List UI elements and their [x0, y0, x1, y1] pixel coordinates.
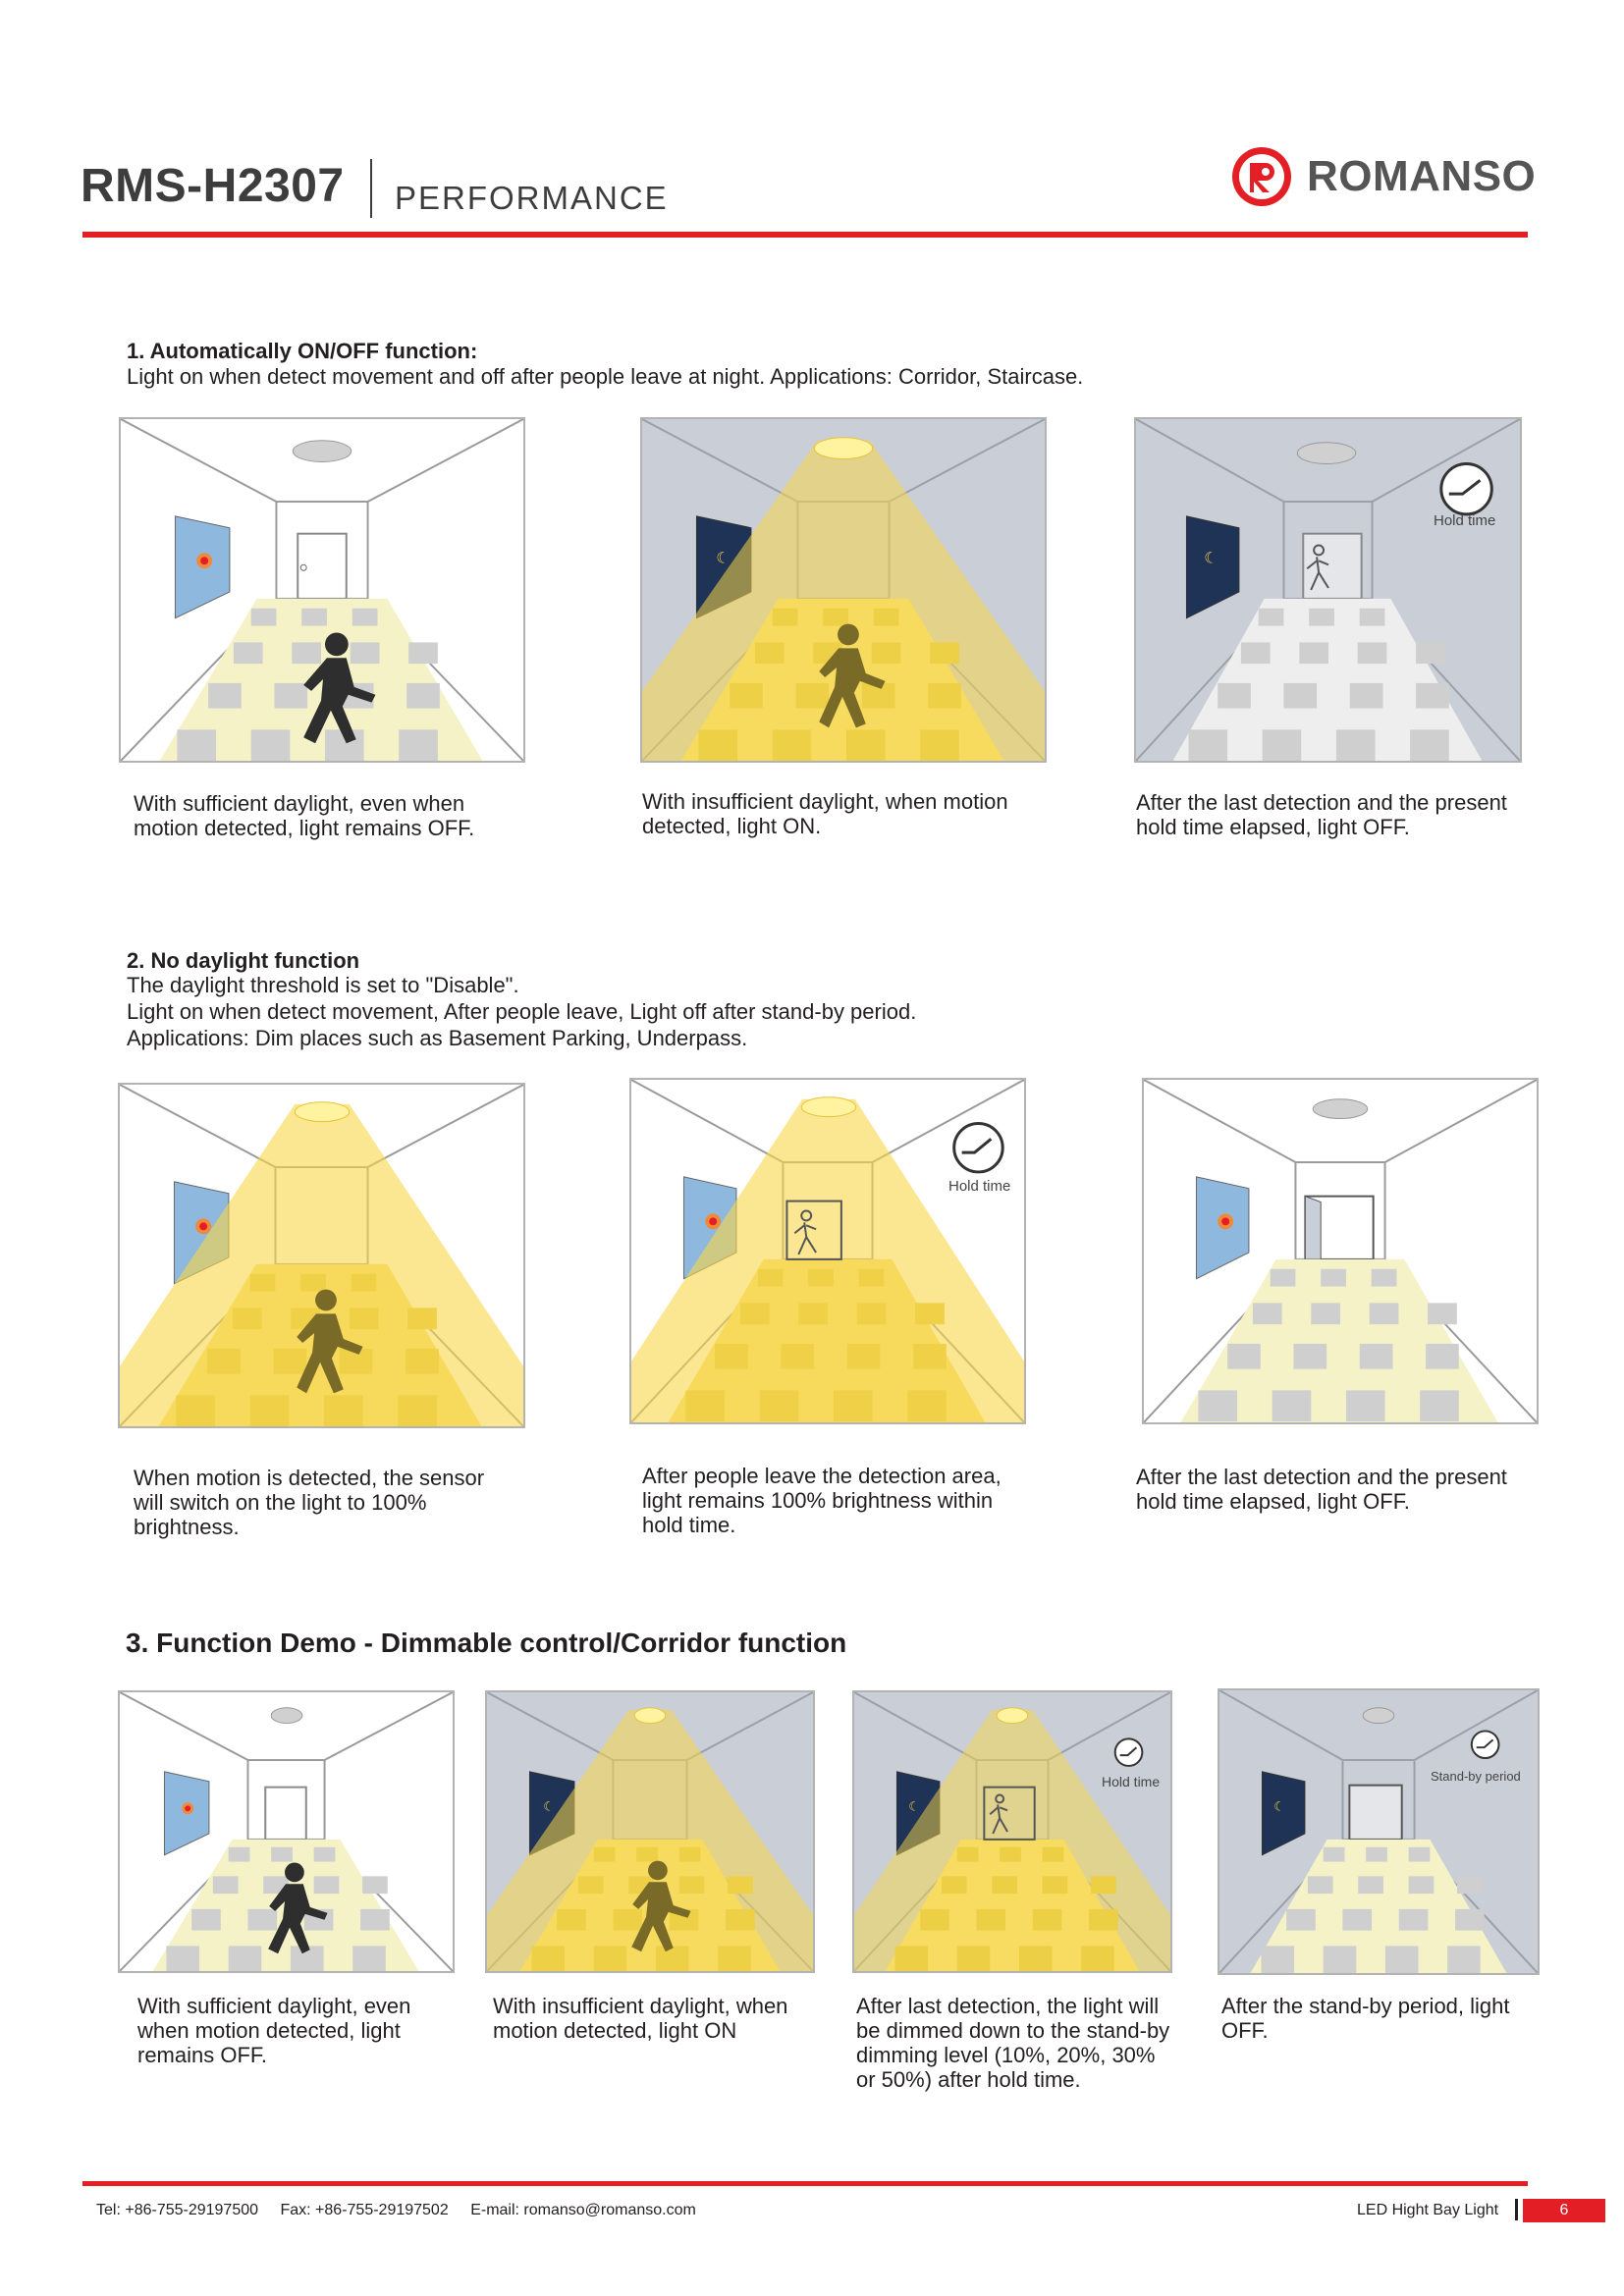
caption-2-1: When motion is detected, the sensor will switch on the light to 100% brightness. [134, 1466, 485, 1539]
scene-2-on [118, 1083, 525, 1428]
svg-text:☾: ☾ [1273, 1799, 1285, 1815]
caption-1-2: With insufficient daylight, when motion detected, light ON. [642, 789, 1008, 838]
section-1-line: Light on when detect movement and off after people leave at night. Applications: Corridor, Staircase. [127, 364, 1084, 389]
section-2-line-3: Applications: Dim places such as Basement Parking, Underpass. [127, 1026, 748, 1050]
hold-time-label: Hold time [1102, 1774, 1161, 1789]
svg-text:☾: ☾ [716, 548, 731, 567]
caption-1-1: With sufficient daylight, even when motion detected, light remains OFF. [134, 791, 475, 840]
scene-3-dimmed-hold [852, 1690, 1172, 1973]
svg-text:☾: ☾ [1204, 548, 1218, 567]
caption-2-2: After people leave the detection area, light remains 100% brightness within hold time. [642, 1464, 1001, 1537]
section-name: PERFORMANCE [395, 180, 669, 216]
model-title: RMS-H2307 [81, 160, 345, 212]
scene-3-standby-off [1218, 1688, 1540, 1975]
caption-3-3: After last detection, the light will be dimmed down to the stand-by dimming level (10%, 20%, 30% or 50%) after hold time. [856, 1994, 1170, 2092]
footer-product: LED Hight Bay Light [1357, 2202, 1499, 2218]
section-1-title: 1. Automatically ON/OFF function: [127, 339, 478, 363]
footer-separator [1515, 2199, 1518, 2220]
scene-2-off [1142, 1078, 1539, 1424]
scene-1-night-off-hold [1134, 417, 1522, 763]
hold-time-label: Hold time [1434, 512, 1496, 529]
section-2-line-2: Light on when detect movement, After people leave, Light off after stand-by period. [127, 999, 917, 1024]
caption-1-3: After the last detection and the present hold time elapsed, light OFF. [1136, 790, 1507, 839]
section-3-title: 3. Function Demo - Dimmable control/Corridor function [126, 1628, 847, 1658]
footer-fax: Fax: +86-755-29197502 [280, 2202, 449, 2218]
caption-3-4: After the stand-by period, light OFF. [1221, 1994, 1510, 2043]
footer-email: E-mail: romanso@romanso.com [470, 2202, 696, 2218]
scene-1-night-on [640, 417, 1047, 763]
caption-3-2: With insufficient daylight, when motion detected, light ON [493, 1994, 788, 2043]
svg-text:☾: ☾ [908, 1799, 920, 1815]
svg-text:☾: ☾ [543, 1799, 555, 1815]
footer-contact [96, 2202, 714, 2219]
scene-3-night-on [485, 1690, 815, 1973]
header-divider [370, 159, 372, 218]
brand-logo [1230, 143, 1536, 210]
section-2-title: 2. No daylight function [127, 948, 360, 973]
caption-3-1: With sufficient daylight, even when motion detected, light remains OFF. [137, 1994, 411, 2067]
page-number: 6 [1523, 2199, 1605, 2222]
header-rule [82, 232, 1528, 238]
standby-period-label: Stand-by period [1431, 1769, 1521, 1784]
brand-logo-icon [1230, 145, 1293, 208]
section-2-line-1: The daylight threshold is set to "Disable". [127, 973, 519, 997]
caption-2-3: After the last detection and the present hold time elapsed, light OFF. [1136, 1465, 1507, 1514]
footer-tel: Tel: +86-755-29197500 [96, 2202, 259, 2218]
scene-1-day-off [119, 417, 525, 763]
footer-rule [82, 2181, 1528, 2186]
scene-2-hold [629, 1078, 1026, 1424]
hold-time-label: Hold time [948, 1178, 1011, 1195]
scene-3-day-off [118, 1690, 455, 1973]
brand-name: ROMANSO [1307, 152, 1537, 200]
